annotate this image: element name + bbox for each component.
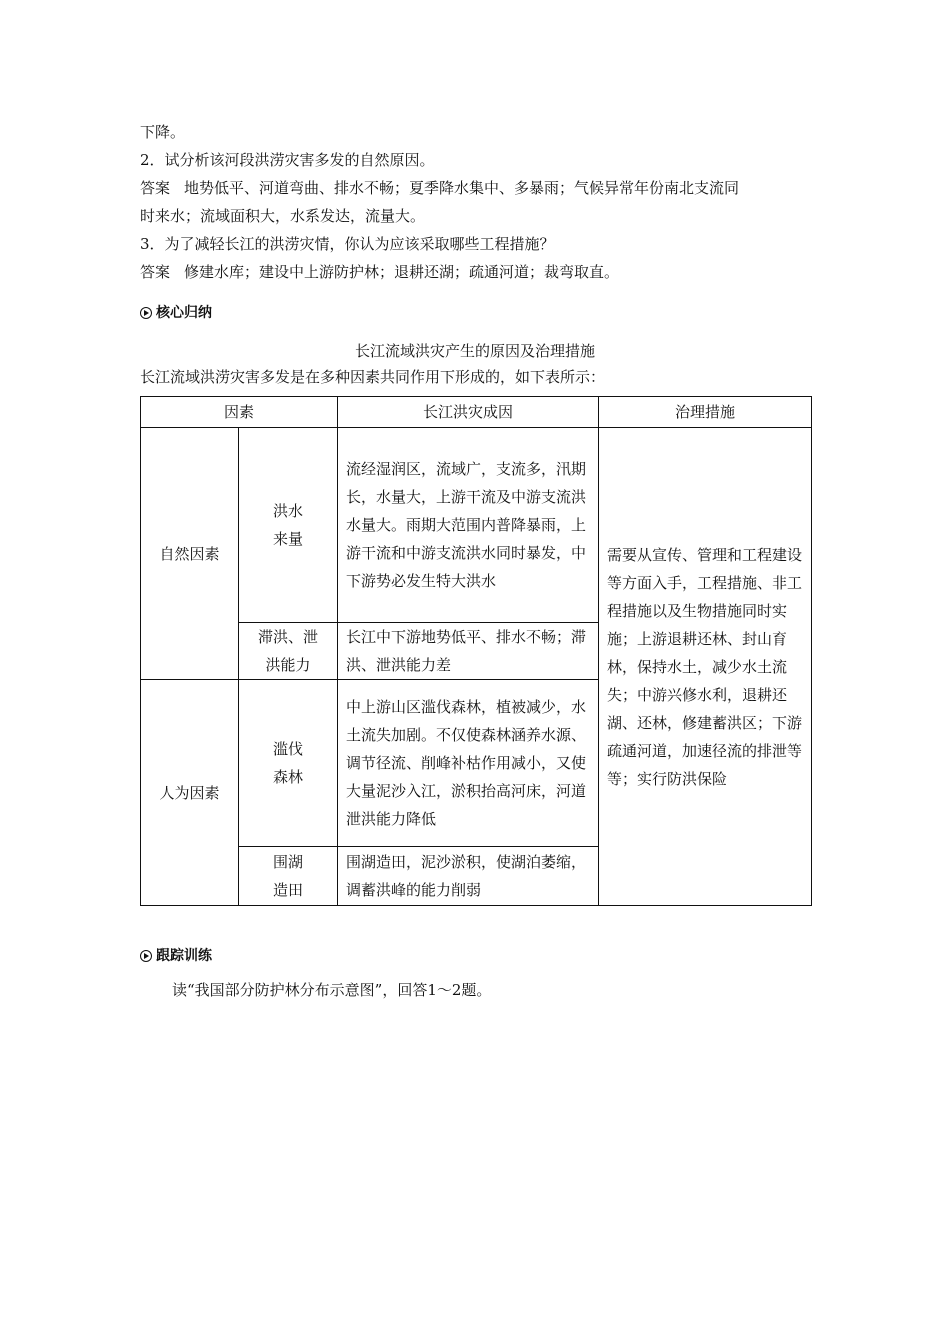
table-row bbox=[141, 428, 812, 623]
sub-factor bbox=[239, 680, 338, 847]
sub-factor bbox=[239, 623, 338, 680]
sub-factor-line: 洪水 bbox=[273, 502, 304, 520]
answer-1-line-2: 时来水；流域面积大，水系发达，流量大。 bbox=[140, 207, 426, 225]
section-title: 核心归纳 bbox=[156, 305, 212, 321]
sub-factor-line: 滞洪、泄 bbox=[258, 628, 319, 646]
exercise-prompt: 读“我国部分防护林分布示意图”，回答1～2题。 bbox=[172, 981, 492, 999]
cause-cell: 中上游山区滥伐森林，植被减少，水土流失加剧。不仅使森林涵养水源、调节径流、削峰补枯作用减小，又使大量泥沙入江，淤积抬高河床，河道泄洪能力降低 bbox=[338, 680, 599, 847]
sub-factor bbox=[239, 428, 338, 623]
answer-label: 答案 bbox=[140, 179, 171, 197]
answer-text: 地势低平、河道弯曲、排水不畅；夏季降水集中、多暴雨；气候异常年份南北支流同 bbox=[184, 179, 740, 197]
answer-label: 答案 bbox=[140, 263, 171, 281]
text-line: 下降。 bbox=[140, 123, 186, 141]
section-heading-summary bbox=[140, 303, 212, 323]
cause-cell: 流经湿润区，流域广，支流多，汛期长，水量大，上游干流及中游支流洪水量大。雨期大范围内普降暴雨，上游干流和中游支流洪水同时暴发，中下游势必发生特大洪水 bbox=[338, 428, 599, 623]
cause-cell: 围湖造田，泥沙淤积，使湖泊萎缩，调蓄洪峰的能力削弱 bbox=[338, 847, 599, 906]
sub-factor-line: 滥伐 bbox=[273, 740, 304, 758]
table-header-row bbox=[141, 397, 812, 428]
factor-natural: 自然因素 bbox=[141, 428, 239, 680]
sub-factor-line: 森林 bbox=[273, 768, 304, 786]
answer-1-line-1 bbox=[140, 178, 810, 198]
sub-factor-line: 来量 bbox=[273, 530, 304, 548]
play-circle-icon bbox=[140, 950, 152, 962]
measures-cell: 需要从宣传、管理和工程建设等方面入手，工程措施、非工程措施以及生物措施同时实施；上游退耕还林、封山育林，保持水土，减少水土流失；中游兴修水利，退耕还湖、还林，修建蓄洪区；下游疏通河道，加速径流的排泄等等；实行防洪保险 bbox=[599, 428, 812, 906]
play-circle-icon bbox=[140, 307, 152, 319]
answer-2 bbox=[140, 262, 810, 282]
answer-text: 修建水库；建设中上游防护林；退耕还湖；疏通河道；裁弯取直。 bbox=[184, 263, 620, 281]
section-title: 跟踪训练 bbox=[156, 948, 212, 964]
sub-factor-line: 洪能力 bbox=[265, 656, 311, 674]
sub-factor-line: 围湖 bbox=[273, 853, 304, 871]
header-factor: 因素 bbox=[141, 397, 338, 428]
cause-cell: 长江中下游地势低平、排水不畅；滞洪、泄洪能力差 bbox=[338, 623, 599, 680]
question-2: 2．试分析该河段洪涝灾害多发的自然原因。 bbox=[140, 151, 435, 169]
factor-human: 人为因素 bbox=[141, 680, 239, 906]
question-3: 3．为了减轻长江的洪涝灾情，你认为应该采取哪些工程措施？ bbox=[140, 235, 555, 253]
table-intro: 长江流域洪涝灾害多发是在多种因素共同作用下形成的，如下表所示： bbox=[140, 368, 606, 386]
header-cause: 长江洪灾成因 bbox=[338, 397, 599, 428]
table-title: 长江流域洪灾产生的原因及治理措施 bbox=[354, 342, 595, 360]
header-measures: 治理措施 bbox=[599, 397, 812, 428]
sub-factor bbox=[239, 847, 338, 906]
flood-cause-table bbox=[140, 396, 812, 906]
sub-factor-line: 造田 bbox=[273, 881, 304, 899]
section-heading-practice bbox=[140, 946, 212, 966]
